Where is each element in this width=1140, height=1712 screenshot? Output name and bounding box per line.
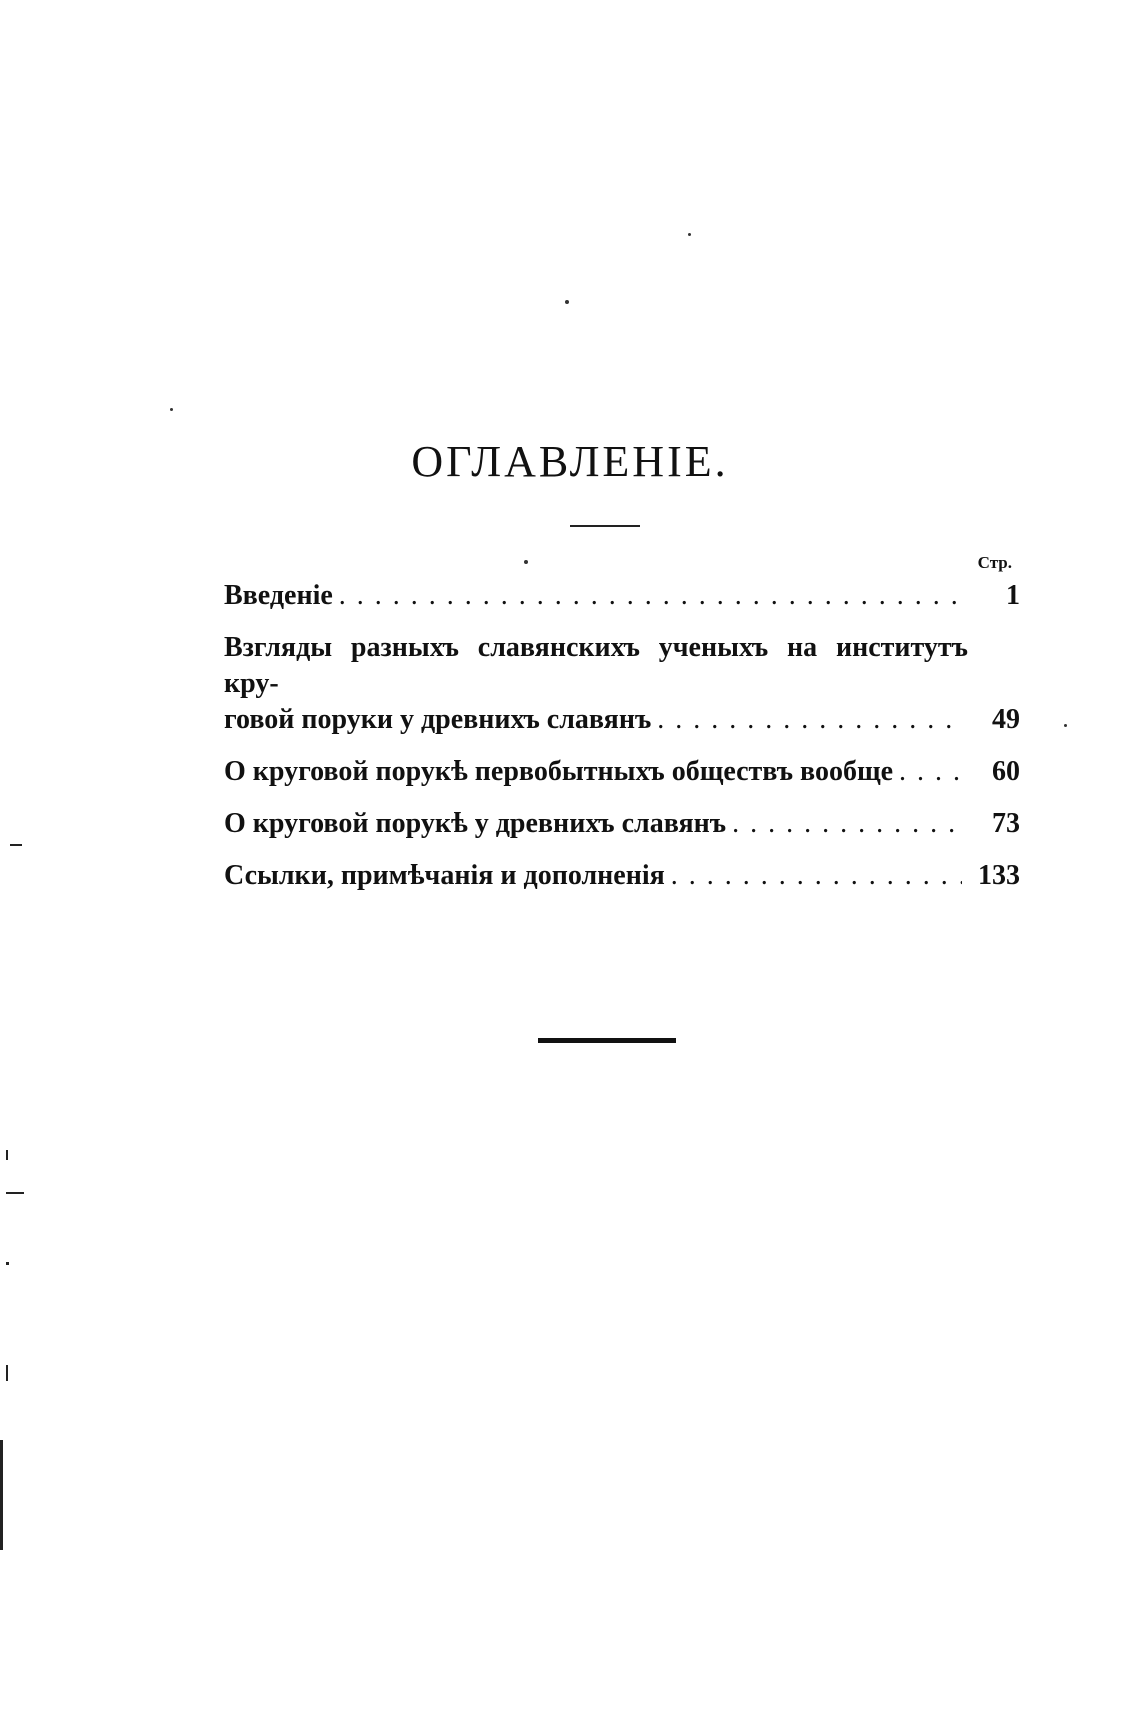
scan-edge-mark <box>6 1365 8 1381</box>
scan-speck <box>1064 724 1067 727</box>
toc-entry <box>224 806 1020 842</box>
dot-leader <box>899 754 962 790</box>
toc-entry-title: Ссылки, примѣчанія и дополненія <box>224 860 665 891</box>
dot-leader <box>339 578 962 614</box>
table-of-contents <box>224 578 1020 910</box>
end-divider <box>538 1038 676 1043</box>
toc-page-number: 73 <box>992 808 1020 839</box>
title-divider <box>570 525 640 527</box>
toc-entry <box>224 754 1020 790</box>
toc-entry-title: О круговой порукѣ у древнихъ славянъ <box>224 808 727 839</box>
scan-speck <box>524 560 528 564</box>
toc-entry <box>224 578 1020 614</box>
scan-speck <box>688 233 691 236</box>
toc-entry-title: О круговой порукѣ первобытныхъ обществъ вообще <box>224 756 894 787</box>
toc-entry <box>224 630 1020 738</box>
scan-edge-mark <box>6 1192 24 1194</box>
toc-entry-title-line2: говой поруки у древнихъ славянъ <box>224 704 652 735</box>
scan-edge-mark <box>6 1150 8 1160</box>
page-title: ОГЛАВЛЕНІЕ. <box>411 437 729 486</box>
toc-entry-title-line1: Взгляды разныхъ славянскихъ ученыхъ на институтъ кру- <box>224 632 968 699</box>
dot-leader <box>671 858 962 894</box>
scan-edge-mark <box>0 1440 3 1550</box>
page-column-label: Стр. <box>977 553 1012 572</box>
scan-speck <box>170 408 173 411</box>
dot-leader <box>732 806 962 842</box>
toc-entry-title: Введеніе <box>224 580 333 611</box>
toc-page-number: 133 <box>978 860 1020 891</box>
scan-edge-mark <box>10 844 22 846</box>
toc-entry <box>224 858 1020 894</box>
toc-page-number: 49 <box>992 704 1020 735</box>
scan-edge-mark <box>6 1262 9 1265</box>
toc-page-number: 1 <box>1006 580 1020 611</box>
scan-speck <box>565 300 569 304</box>
toc-page-number: 60 <box>992 756 1020 787</box>
dot-leader <box>657 702 962 738</box>
